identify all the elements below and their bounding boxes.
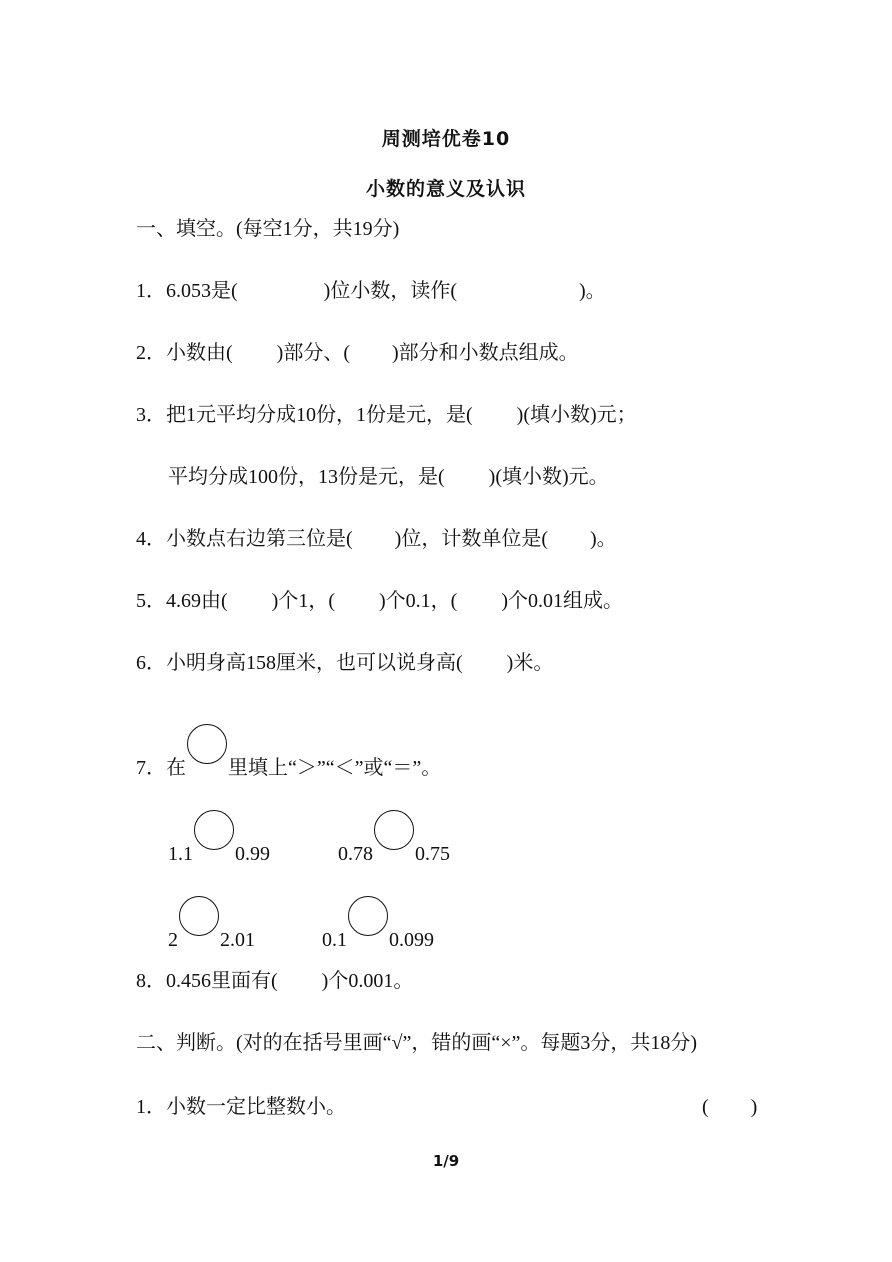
question-4: 4．小数点右边第三位是( )位，计数单位是( )。 — [136, 528, 617, 550]
compare-circle-icon[interactable] — [194, 810, 234, 850]
answer-paren[interactable]: ( ) — [702, 1096, 758, 1118]
compare-item-4: 0.1 0.099 — [322, 896, 434, 953]
question-1: 1．6.053是( )位小数，读作( )。 — [136, 280, 606, 302]
compare-item-1: 1.1 0.99 — [168, 810, 270, 867]
page-number: 1/9 — [432, 1152, 460, 1170]
compare-item-2: 0.78 0.75 — [338, 810, 450, 867]
page-title: 周测培优卷10 — [381, 128, 511, 150]
compare-circle-icon[interactable] — [179, 896, 219, 936]
page-subtitle: 小数的意义及认识 — [365, 178, 526, 200]
section2-heading: 二、判断。(对的在括号里画“√”，错的画“×”。每题3分，共18分) — [136, 1032, 698, 1054]
section1-heading: 一、填空。(每空1分，共19分) — [136, 218, 400, 240]
question-2: 2．小数由( )部分、( )部分和小数点组成。 — [136, 342, 579, 364]
question-8: 8．0.456里面有( )个0.001。 — [136, 970, 414, 992]
question-3-line2: 平均分成100份，13份是元，是( )(填小数)元。 — [168, 466, 609, 488]
compare-circle-icon — [187, 724, 227, 764]
compare-circle-icon[interactable] — [374, 810, 414, 850]
question-7: 7．在 里填上“＞”“＜”或“＝”。 — [136, 724, 441, 781]
compare-item-3: 2 2.01 — [168, 896, 255, 953]
question-3: 3．把1元平均分成10份，1份是元，是( )(填小数)元； — [136, 404, 637, 426]
judge-question-1: 1．小数一定比整数小。 — [136, 1096, 346, 1118]
question-5: 5．4.69由( )个1，( )个0.1，( )个0.01组成。 — [136, 590, 623, 612]
compare-circle-icon[interactable] — [348, 896, 388, 936]
question-6: 6．小明身高158厘米，也可以说身高( )米。 — [136, 652, 554, 674]
